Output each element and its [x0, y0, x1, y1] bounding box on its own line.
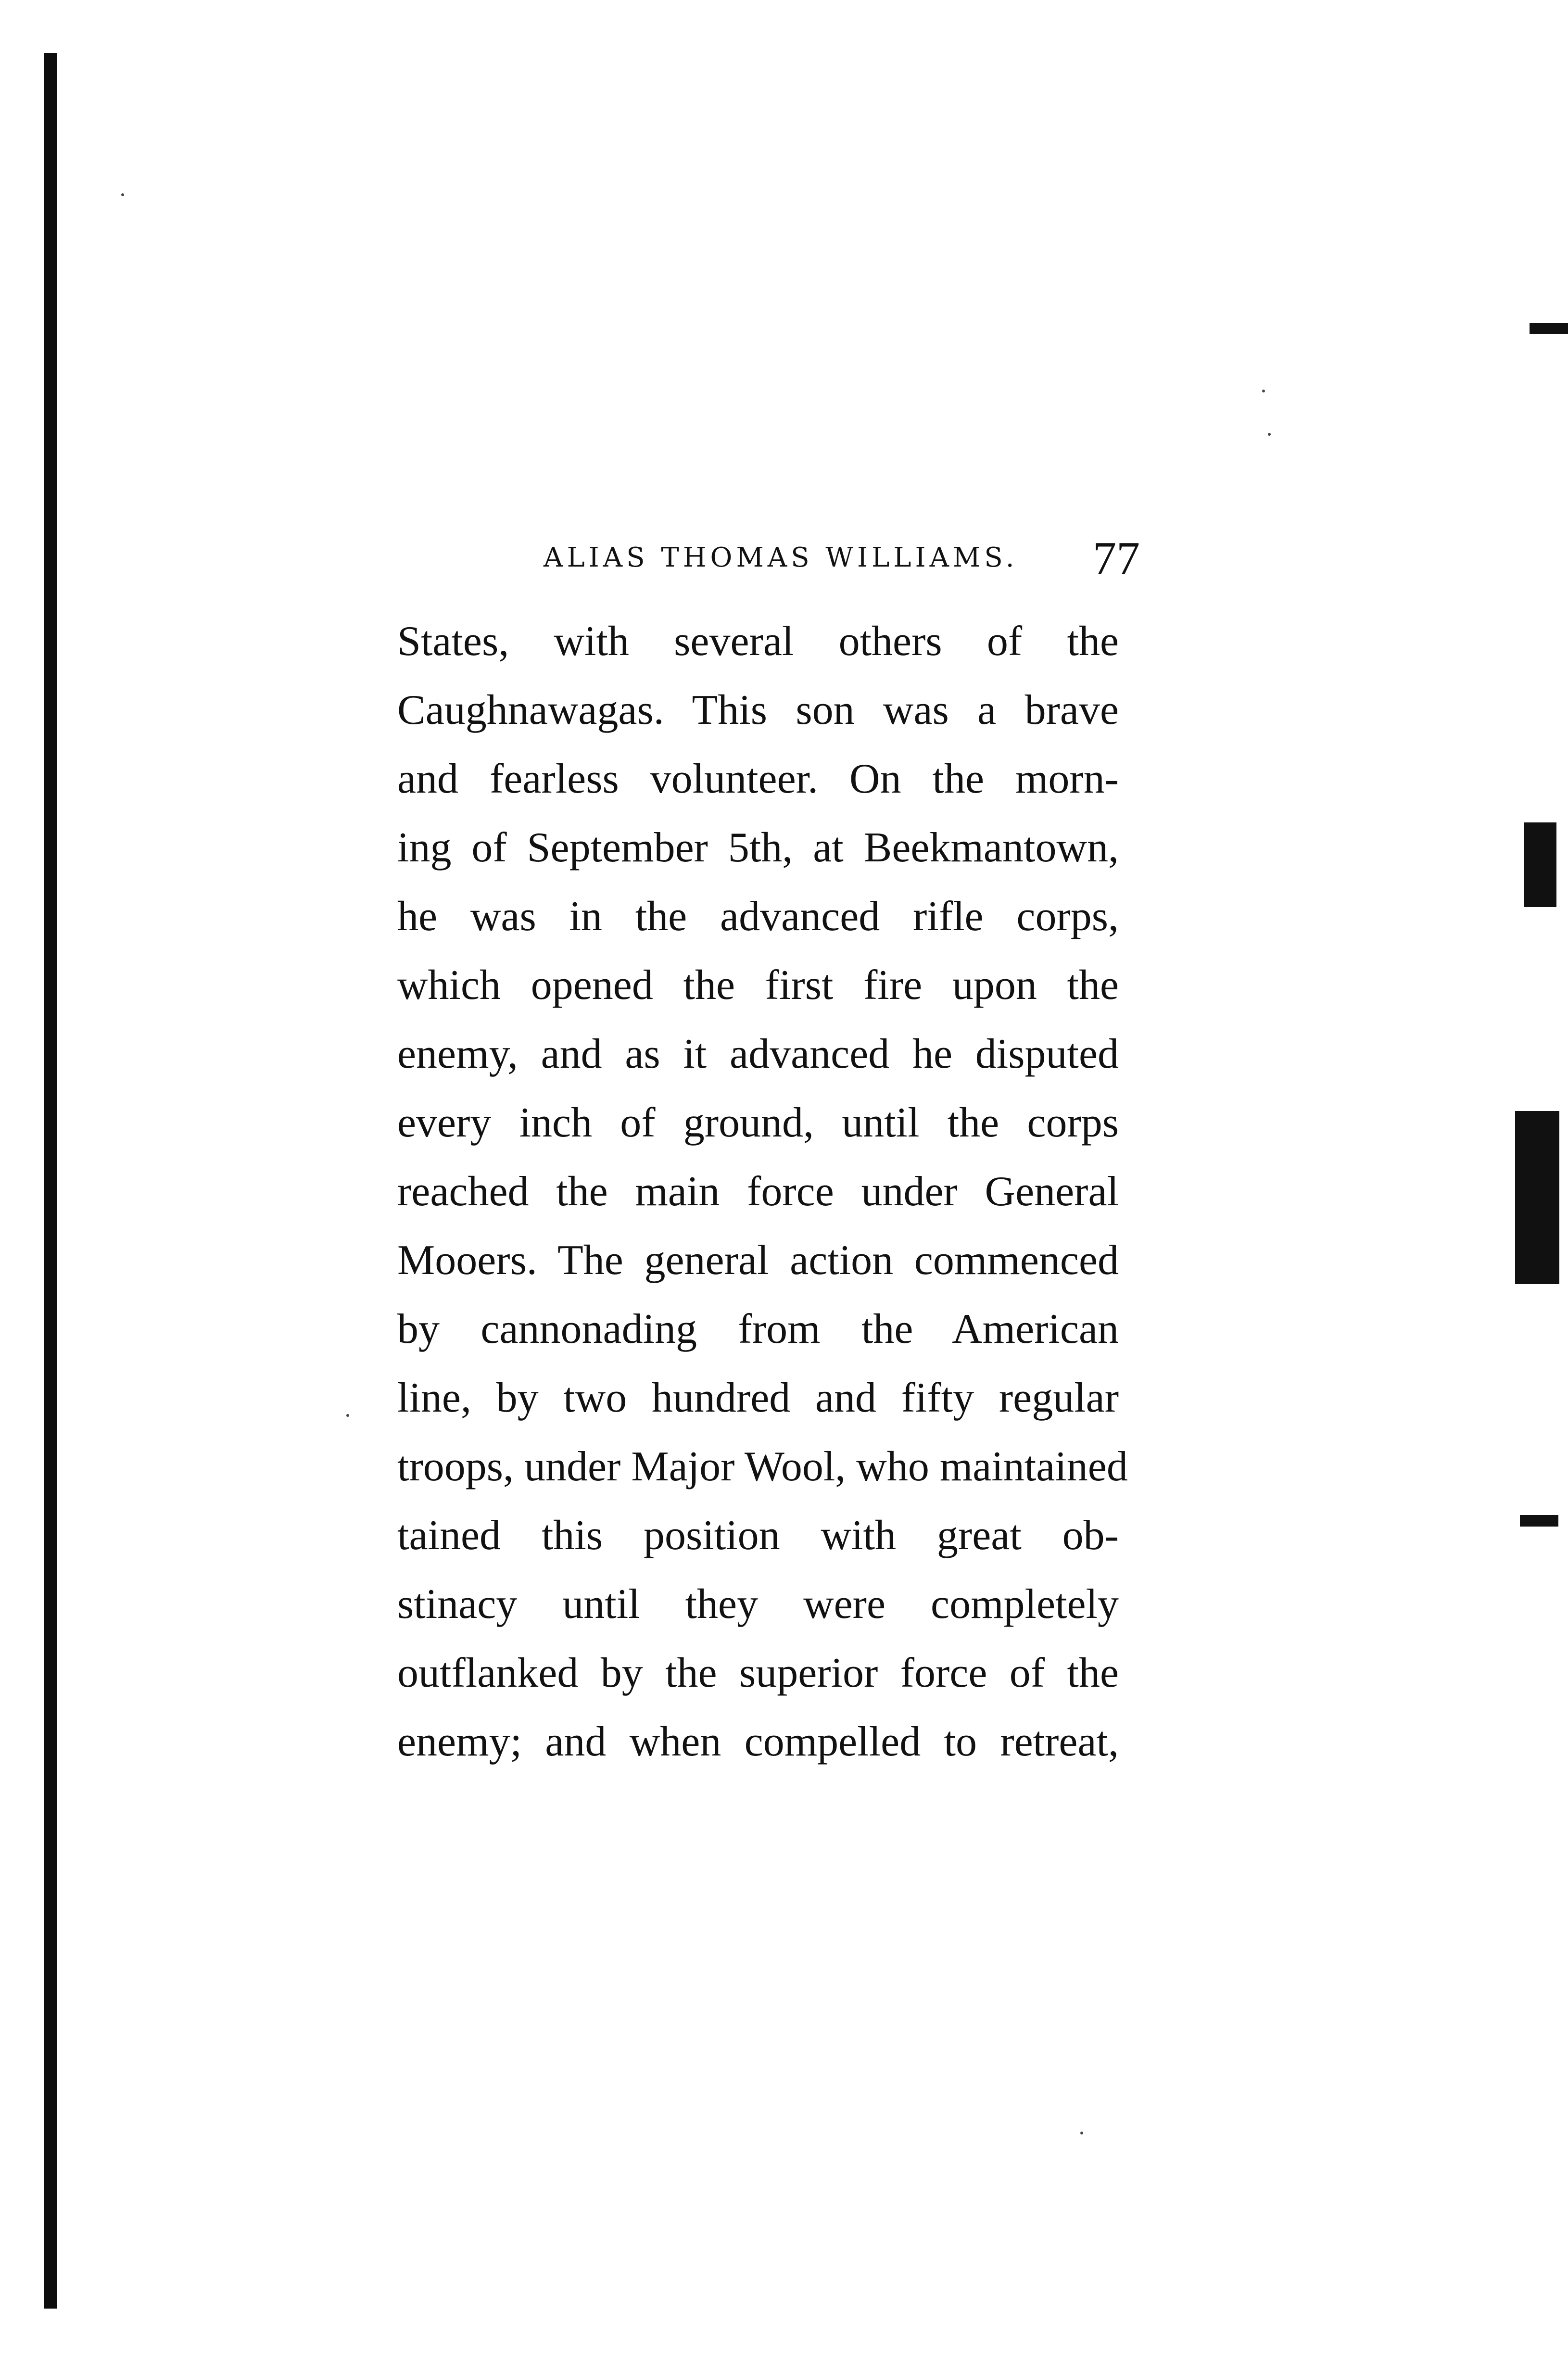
- scan-edge-mark: [1524, 822, 1556, 907]
- scan-edge-mark: [1515, 1111, 1559, 1284]
- text-line: Caughnawagas. This son was a brave: [397, 687, 1119, 733]
- text-line: enemy; and when compelled to retreat,: [397, 1718, 1119, 1765]
- text-line: Mooers. The general action commenced: [397, 1237, 1119, 1284]
- text-line: by cannonading from the American: [397, 1306, 1119, 1352]
- text-line: line, by two hundred and fifty regular: [397, 1375, 1119, 1421]
- text-line: States, with several others of the: [397, 618, 1119, 665]
- text-line: and fearless volunteer. On the morn-: [397, 756, 1119, 802]
- text-line: he was in the advanced rifle corps,: [397, 893, 1119, 940]
- text-line: enemy, and as it advanced he disputed: [397, 1031, 1119, 1077]
- scan-speck: [1080, 2132, 1083, 2134]
- scan-edge-mark: [1530, 323, 1568, 334]
- scan-speck: [346, 1414, 349, 1417]
- text-line: tained this position with great ob-: [397, 1512, 1119, 1559]
- page-header: [544, 531, 1140, 589]
- text-line: stinacy until they were completely: [397, 1581, 1119, 1628]
- text-line: which opened the first fire upon the: [397, 962, 1119, 1009]
- scan-speck: [1268, 433, 1271, 436]
- text-line: reached the main force under General: [397, 1168, 1119, 1215]
- scan-edge-mark: [1520, 1515, 1558, 1527]
- body-paragraph: [397, 607, 1128, 1776]
- scan-speck: [1262, 390, 1265, 392]
- page-number: 77: [1093, 532, 1140, 584]
- running-title: ALIAS THOMAS WILLIAMS.: [544, 542, 1018, 573]
- binding-edge-shadow: [44, 53, 57, 2309]
- text-line: every inch of ground, until the corps: [397, 1099, 1119, 1146]
- text-line: outflanked by the superior force of the: [397, 1650, 1119, 1696]
- text-line: troops, under Major Wool, who maintained: [397, 1443, 1128, 1490]
- text-line: ing of September 5th, at Beekmantown,: [397, 824, 1119, 871]
- scan-speck: [121, 193, 124, 196]
